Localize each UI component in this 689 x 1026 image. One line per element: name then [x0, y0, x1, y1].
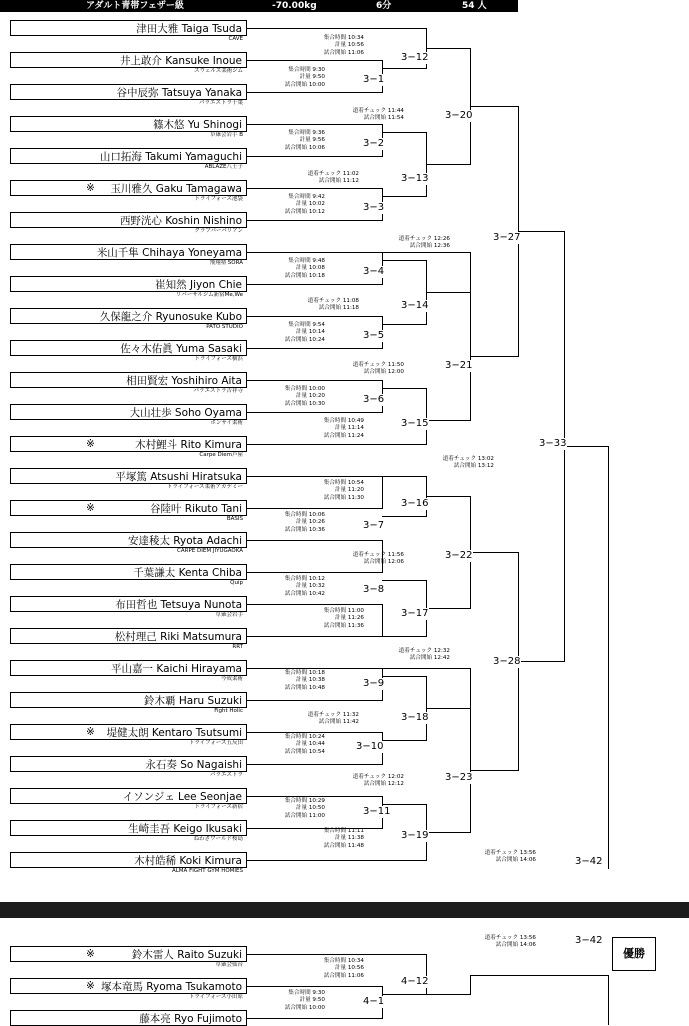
match-time: 試合開始 10:36	[284, 526, 325, 533]
player-name: 津田大雅 Taiga Tsuda	[136, 23, 242, 35]
category-header	[0, 0, 518, 12]
player-box	[10, 788, 247, 804]
player-box	[10, 372, 247, 388]
match-time: 試合開始 12:12	[363, 781, 404, 788]
match-time: 計量 10:26	[295, 519, 325, 526]
player-club: ボンサイ柔術	[210, 420, 243, 426]
match-label: 3−14	[401, 300, 429, 311]
match-time: 計量 9:50	[299, 997, 325, 1004]
category-name: アダルト青帯フェザー級	[86, 1, 184, 11]
match-time: 集合時間 10:34	[323, 35, 364, 41]
match-time: 試合開始 11:48	[323, 842, 364, 849]
match-label: 3−10	[356, 741, 384, 752]
bracket-line	[247, 188, 383, 189]
match-time: 計量 9:56	[299, 137, 325, 144]
bracket-line	[382, 324, 427, 325]
match-time: 試合開始 10:18	[284, 272, 325, 279]
player-box	[10, 276, 247, 292]
player-box	[10, 692, 247, 708]
match-label: 3−42	[575, 856, 603, 867]
bracket-line	[426, 420, 471, 421]
match-label: 3−16	[401, 498, 429, 509]
player-box	[10, 244, 247, 260]
match-time: 試合開始 10:24	[284, 336, 325, 343]
bracket-line	[426, 708, 471, 709]
bracket-line	[247, 954, 427, 955]
player-box	[10, 596, 247, 612]
bracket-line	[382, 580, 427, 581]
seed-mark: ※	[86, 182, 95, 194]
player-name: 永石奏 So Nagaishi	[145, 759, 242, 771]
bracket-line	[470, 552, 519, 553]
player-name: 相田賢宏 Yoshihiro Aita	[126, 375, 242, 387]
player-club: Quip	[230, 580, 243, 586]
player-name: 塚本竜馬 Ryoma Tsukamoto	[100, 981, 242, 993]
match-time: 試合開始 10:42	[284, 590, 325, 597]
player-box	[10, 84, 247, 100]
match-time: 道着チェック 13:56	[484, 850, 536, 856]
player-club: CAVE	[228, 36, 243, 42]
bracket-line	[382, 516, 427, 517]
player-box	[10, 660, 247, 676]
player-name: 佐々木佑眞 Yuma Sasaki	[120, 343, 242, 355]
player-box	[10, 724, 247, 740]
match-time: 試合開始 12:00	[363, 369, 404, 376]
match-time: 集合時間 9:54	[288, 322, 325, 328]
bracket-line	[518, 231, 565, 232]
match-time: 計量 10:32	[295, 583, 325, 590]
match-time: 集合時間 10:18	[284, 670, 325, 676]
match-time: 試合開始 14:06	[495, 942, 536, 949]
bracket-line	[247, 28, 427, 29]
match-label: 3−22	[445, 550, 473, 561]
match-time: 集合時間 9:42	[288, 194, 325, 200]
player-club: リバーサルジム新宿Me,We	[175, 292, 243, 298]
player-name: イソンジェ Lee Seonjae	[122, 791, 242, 803]
bracket-line	[247, 604, 383, 605]
player-club: トライフォース横浜	[194, 356, 243, 362]
match-label: 3−11	[363, 806, 391, 817]
player-box	[10, 308, 247, 324]
bracket-line	[382, 68, 427, 69]
player-name: 西野洸心 Koshin Nishino	[119, 215, 242, 227]
bracket-line	[426, 292, 471, 293]
player-name: 鈴木覇 Haru Suzuki	[144, 695, 242, 707]
player-name: 篠木悠 Yu Shinogi	[153, 119, 242, 131]
match-time: 集合時間 9:36	[288, 130, 325, 136]
match-label: 3−7	[363, 520, 385, 531]
match-time: 集合時間 10:12	[284, 576, 325, 582]
bracket-line	[426, 954, 427, 995]
match-time: 道着チェック 11:50	[352, 362, 404, 368]
bracket-line	[247, 986, 383, 987]
player-box	[10, 148, 247, 164]
player-club: トライフォース新宿	[194, 804, 243, 810]
bracket-line	[247, 636, 427, 637]
bracket-line	[426, 496, 471, 497]
bracket-line	[382, 196, 427, 197]
bracket-line	[608, 975, 609, 1025]
match-time: 集合時間 9:30	[288, 67, 325, 73]
match-time: 計量 11:26	[334, 615, 364, 622]
match-time: 試合開始 14:06	[495, 857, 536, 864]
match-time: 道着チェック 11:32	[307, 712, 359, 718]
player-name: 鈴木雷人 Raito Suzuki	[131, 949, 242, 961]
match-time: 計量 10:08	[295, 265, 325, 272]
match-label: 3−33	[539, 438, 567, 449]
player-club: パラエストラ吉祥寺	[193, 388, 243, 394]
match-time: 道着チェック 11:56	[352, 552, 404, 558]
match-time: 試合開始 10:00	[284, 81, 325, 88]
player-box	[10, 52, 247, 68]
player-box	[10, 212, 247, 228]
player-club: パラエストラ千葉	[198, 100, 243, 106]
match-time: 試合開始 11:42	[318, 719, 359, 726]
player-club: クラブバーバリアン	[194, 228, 243, 234]
player-box	[10, 468, 247, 484]
match-time: 計量 10:56	[334, 965, 364, 972]
player-name: 松村理己 Riki Matsumura	[114, 631, 242, 643]
bracket-line	[247, 348, 383, 349]
match-time: 試合開始 11:00	[284, 812, 325, 819]
player-name: 木村鯉斗 Rito Kimura	[135, 439, 242, 451]
bracket-line	[247, 540, 383, 541]
bracket-line	[247, 220, 383, 221]
seed-mark: ※	[86, 502, 95, 514]
bracket-line	[247, 252, 471, 253]
bracket-line	[247, 668, 471, 669]
player-name: 山口拓海 Takumi Yamaguchi	[99, 151, 242, 163]
match-time: 道着チェック 13:02	[442, 456, 494, 462]
player-box	[10, 756, 247, 772]
match-time: 計量 10:50	[295, 805, 325, 812]
section-divider	[0, 902, 689, 918]
player-club: 草薙会岩手 B	[209, 132, 243, 138]
match-label: 3−15	[401, 418, 429, 429]
match-label: 3−21	[445, 360, 473, 371]
match-time: 集合時間 10:06	[284, 512, 325, 518]
match-label: 3−13	[401, 173, 429, 184]
match-time: 集合時間 9:30	[288, 990, 325, 996]
player-box	[10, 852, 247, 868]
match-time: 試合開始 13:12	[453, 463, 494, 470]
bracket-line	[247, 124, 383, 125]
match-time: 試合開始 11:06	[323, 972, 364, 979]
match-label: 3−2	[363, 138, 385, 149]
seed-mark: ※	[86, 980, 95, 992]
match-time: 試合開始 10:12	[284, 208, 325, 215]
player-box	[10, 532, 247, 548]
match-time: 試合開始 12:36	[409, 243, 450, 250]
bracket-line	[426, 388, 427, 445]
bracket-line	[382, 132, 427, 133]
match-label: 3−4	[363, 266, 385, 277]
bracket-line	[426, 164, 471, 165]
match-time: 試合開始 11:36	[323, 622, 364, 629]
match-label: 3−28	[493, 656, 521, 667]
match-time: 道着チェック 11:02	[307, 171, 359, 177]
match-time: 計量 10:20	[295, 393, 325, 400]
bracket-line	[470, 975, 609, 976]
bracket-line	[426, 994, 471, 995]
player-box	[10, 820, 247, 836]
match-label: 3−18	[401, 712, 429, 723]
match-time: 試合開始 10:06	[284, 144, 325, 151]
bracket-line	[470, 252, 471, 293]
match-label: 3−3	[363, 202, 385, 213]
match-time: 集合時間 10:49	[323, 418, 364, 424]
bracket-line	[247, 156, 383, 157]
player-box	[10, 404, 247, 420]
match-time: 計量 10:02	[295, 201, 325, 208]
player-name: 生崎圭吾 Keigo Ikusaki	[128, 823, 242, 835]
match-time: 計量 11:20	[334, 487, 364, 494]
player-box	[10, 564, 247, 580]
player-club: CARPE DIEM JIYUGAOKA	[177, 548, 243, 554]
bracket-line	[247, 92, 383, 93]
seed-mark: ※	[86, 726, 95, 738]
match-time: 試合開始 11:54	[363, 115, 404, 122]
bracket-line	[564, 446, 609, 447]
player-name: 谷陸叶 Rikuto Tani	[149, 503, 242, 515]
bracket-line	[247, 444, 427, 445]
champion-box: 優勝	[612, 937, 656, 971]
match-time: 試合開始 11:06	[323, 49, 364, 56]
match-time: 集合時間 10:34	[323, 958, 364, 964]
bracket-line	[382, 740, 427, 741]
bracket-line	[247, 60, 383, 61]
match-time: 試合開始 10:54	[284, 748, 325, 755]
match-label: 3−20	[445, 110, 473, 121]
player-club: トライフォース五反田	[188, 740, 243, 746]
bracket-line	[247, 284, 383, 285]
match-label: 4−12	[401, 976, 429, 987]
player-box	[10, 180, 247, 196]
player-club: 草薙会岩手	[215, 612, 243, 618]
match-time: 試合開始 11:12	[318, 178, 359, 185]
match-label: 3−6	[363, 394, 385, 405]
player-club: ねわざワールド桜島	[193, 836, 243, 842]
match-label: 3−42	[575, 935, 603, 946]
player-name: 平山嘉一 Kaichi Hirayama	[111, 663, 242, 675]
bracket-line	[470, 106, 519, 107]
match-time: 計量 10:44	[295, 741, 325, 748]
match-label: 4−1	[363, 996, 385, 1007]
bracket-line	[608, 446, 609, 869]
bracket-line	[426, 48, 471, 49]
player-name: 久保龍之介 Ryunosuke Kubo	[99, 311, 242, 323]
match-time: 試合開始 12:42	[409, 655, 450, 662]
player-box	[10, 978, 247, 994]
player-club: 飛翔塾 SORA	[209, 260, 243, 266]
player-club: Fight Holic	[214, 708, 243, 714]
player-club: 草薙会仙台	[215, 962, 243, 968]
bracket-line	[470, 975, 471, 995]
match-time: 計量 11:14	[334, 425, 364, 432]
bracket-line	[426, 608, 471, 609]
bracket-line	[247, 572, 383, 573]
bracket-line	[247, 796, 383, 797]
player-name: 谷中辰弥 Tatsuya Yanaka	[116, 87, 242, 99]
match-time: 集合時間 10:54	[323, 480, 364, 486]
match-time: 試合開始 11:18	[318, 305, 359, 312]
player-club: PATO STUDIO	[206, 324, 243, 330]
match-time: 道着チェック 12:02	[352, 774, 404, 780]
player-club: トライフォース小田原	[188, 994, 243, 1000]
bracket-line	[382, 388, 427, 389]
seed-mark: ※	[86, 948, 95, 960]
match-label: 3−9	[363, 678, 385, 689]
player-club: パラエストラ	[209, 772, 243, 778]
match-label: 3−1	[363, 74, 385, 85]
player-name: 布田哲也 Tetsuya Nunota	[115, 599, 242, 611]
bracket-line	[382, 476, 383, 509]
player-name: 千葉謙太 Kenta Chiba	[133, 567, 242, 579]
match-time: 試合開始 12:06	[363, 559, 404, 566]
weight-limit: -70.00kg	[272, 1, 317, 11]
player-club: トライフォース池袋	[194, 196, 243, 202]
player-box	[10, 20, 247, 36]
match-time: 集合時間 10:00	[284, 386, 325, 392]
match-time: 計量 9:50	[299, 74, 325, 81]
player-club: Carpe Diem芦屋	[199, 452, 243, 458]
player-club: ABLAZE八王子	[204, 164, 243, 170]
match-time: 計量 10:56	[334, 42, 364, 49]
match-time: 道着チェック 11:08	[307, 298, 359, 304]
player-box	[10, 116, 247, 132]
match-label: 3−23	[445, 772, 473, 783]
player-name: 木村皓稀 Koki Kimura	[134, 855, 242, 867]
bracket-line	[382, 604, 383, 637]
bracket-line	[247, 732, 383, 733]
match-label: 3−5	[363, 330, 385, 341]
match-time: 試合開始 10:30	[284, 400, 325, 407]
match-duration: 6分	[376, 1, 392, 11]
player-club: トライフォース柔術アカデミー	[166, 484, 243, 490]
match-time: 試合開始 11:30	[323, 494, 364, 501]
entrant-count: 54 人	[462, 1, 487, 11]
match-time: 試合開始 11:24	[323, 432, 364, 439]
bracket-line	[382, 804, 427, 805]
bracket-line	[382, 260, 427, 261]
player-box	[10, 628, 247, 644]
match-time: 集合時間 10:29	[284, 798, 325, 804]
bracket-line	[426, 832, 471, 833]
bracket-line	[470, 356, 519, 357]
bracket-line	[247, 316, 383, 317]
match-label: 3−27	[493, 232, 521, 243]
player-name: 大山壮歩 Soho Oyama	[129, 407, 242, 419]
match-time: 試合開始 10:00	[284, 1004, 325, 1011]
bracket-line	[247, 1018, 383, 1019]
player-box	[10, 436, 247, 452]
match-time: 集合時間 9:48	[288, 258, 325, 264]
bracket-line	[247, 476, 427, 477]
player-box	[10, 500, 247, 516]
bracket-line	[470, 668, 471, 709]
match-time: 計量 11:38	[334, 835, 364, 842]
match-time: 集合時間 11:11	[323, 828, 364, 834]
match-time: 集合時間 11:00	[323, 608, 364, 614]
match-time: 集合時間 10:24	[284, 734, 325, 740]
player-club: BASIS	[226, 516, 243, 522]
match-time: 道着チェック 13:56	[484, 935, 536, 941]
player-name: 藤本亮 Ryo Fujimoto	[139, 1013, 242, 1025]
match-time: 計量 10:38	[295, 677, 325, 684]
match-time: 道着チェック 11:44	[352, 108, 404, 114]
bracket-line	[247, 860, 427, 861]
player-name: 井上敢介 Kansuke Inoue	[119, 55, 242, 67]
player-name: 安達稜太 Ryota Adachi	[127, 535, 242, 547]
player-name: 堤健太朗 Kentaro Tsutsumi	[106, 727, 242, 739]
bracket-line	[247, 700, 383, 701]
player-club: RRT	[232, 644, 243, 650]
player-box	[10, 946, 247, 962]
bracket-line	[470, 770, 519, 771]
match-time: 道着チェック 12:26	[398, 236, 450, 242]
player-club: 今成柔術	[220, 676, 243, 682]
bracket-line	[247, 380, 383, 381]
match-time: 試合開始 10:48	[284, 684, 325, 691]
bracket-line	[247, 764, 383, 765]
match-label: 3−8	[363, 584, 385, 595]
match-time: 計量 10:14	[295, 329, 325, 336]
bracket-line	[382, 994, 427, 995]
bracket-line	[518, 661, 565, 662]
bracket-line	[247, 508, 383, 509]
player-name: 米山千隼 Chihaya Yoneyama	[96, 247, 242, 259]
player-club: ALMA FIGHT GYM HOMIES	[171, 868, 243, 874]
player-name: 崔知然 Jiyon Chie	[155, 279, 242, 291]
match-label: 3−12	[401, 52, 429, 63]
seed-mark: ※	[86, 438, 95, 450]
match-time: 道着チェック 12:32	[398, 648, 450, 654]
player-name: 玉川雅久 Gaku Tamagawa	[110, 183, 242, 195]
player-name: 平塚篤 Atsushi Hiratsuka	[115, 471, 242, 483]
bracket-line	[247, 412, 383, 413]
match-label: 3−19	[401, 830, 429, 841]
player-box	[10, 340, 247, 356]
match-label: 3−17	[401, 608, 429, 619]
bracket-line	[382, 676, 427, 677]
player-club: スウェルズ柔術ジム	[194, 68, 243, 74]
